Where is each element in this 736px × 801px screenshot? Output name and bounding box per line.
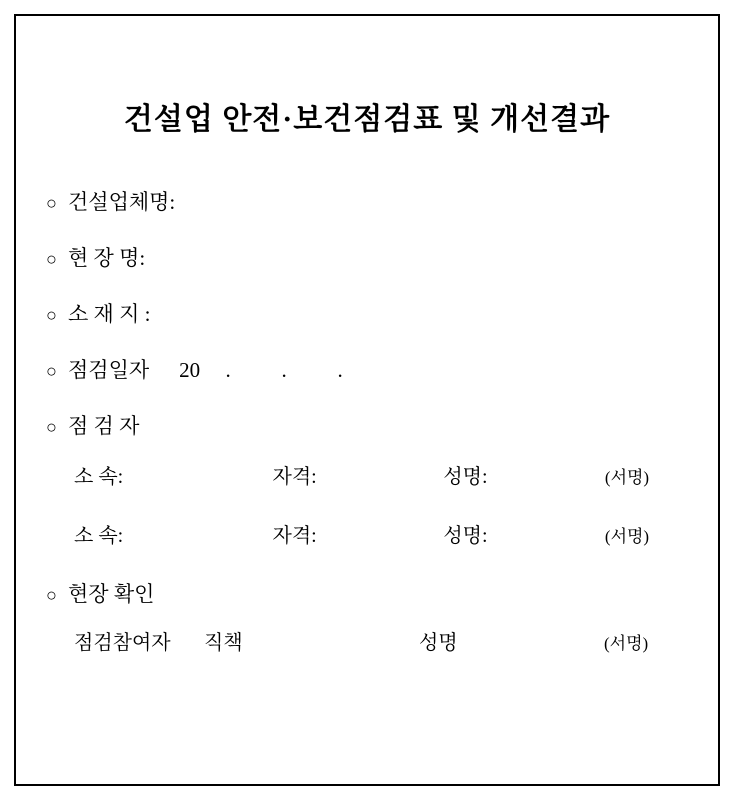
inspector-signature-label: (서명) (604, 468, 650, 487)
inspector-qualification-label: 자격: (272, 466, 317, 488)
inspector-qualification-label: 자격: (272, 525, 317, 547)
field-site-name (46, 242, 688, 272)
date-year-prefix: 20 (179, 358, 201, 382)
date-dot-day: . (281, 358, 287, 382)
confirmation-signature-label: (서명) (604, 634, 649, 653)
bullet-icon: ○ (46, 249, 57, 269)
document-border (14, 14, 720, 786)
inspector-name-label: 성명: (443, 525, 488, 547)
inspector-signature-label: (서명) (604, 527, 650, 546)
section-heading-inspector: 점 검 자 (68, 414, 140, 438)
field-label-site-name: 현 장 명: (68, 246, 146, 270)
section-inspector (46, 410, 688, 440)
bullet-icon: ○ (46, 361, 57, 381)
field-label-company-name: 건설업체명: (68, 190, 176, 214)
bullet-icon: ○ (46, 417, 57, 437)
field-label-location: 소 재 지 : (68, 302, 151, 326)
confirmation-role-label: 직책 (204, 632, 243, 654)
inspector-affiliation-label: 소 속: (74, 525, 124, 547)
bullet-icon: ○ (46, 305, 57, 325)
bullet-icon: ○ (46, 585, 57, 605)
section-heading-site-confirmation: 현장 확인 (68, 582, 155, 606)
date-dot-extra: . (337, 358, 343, 382)
field-location (46, 298, 688, 328)
field-company-name (46, 186, 688, 216)
inspector-affiliation-label: 소 속: (74, 466, 124, 488)
document-content (16, 16, 718, 784)
date-dot-month: . (225, 358, 231, 382)
site-confirmation-row (74, 626, 688, 655)
bullet-icon: ○ (46, 193, 57, 213)
inspector-row (74, 519, 688, 548)
inspector-name-label: 성명: (443, 466, 488, 488)
confirmation-participant-label: 점검참여자 (74, 632, 171, 654)
field-list (46, 186, 688, 655)
page-title: 건설업 안전·보건점검표 및 개선결과 (123, 103, 611, 136)
section-site-confirmation (46, 578, 688, 608)
inspector-row (74, 460, 688, 489)
confirmation-name-label: 성명 (419, 632, 458, 654)
field-inspection-date (46, 354, 688, 384)
field-label-inspection-date: 점검일자 (68, 358, 150, 382)
